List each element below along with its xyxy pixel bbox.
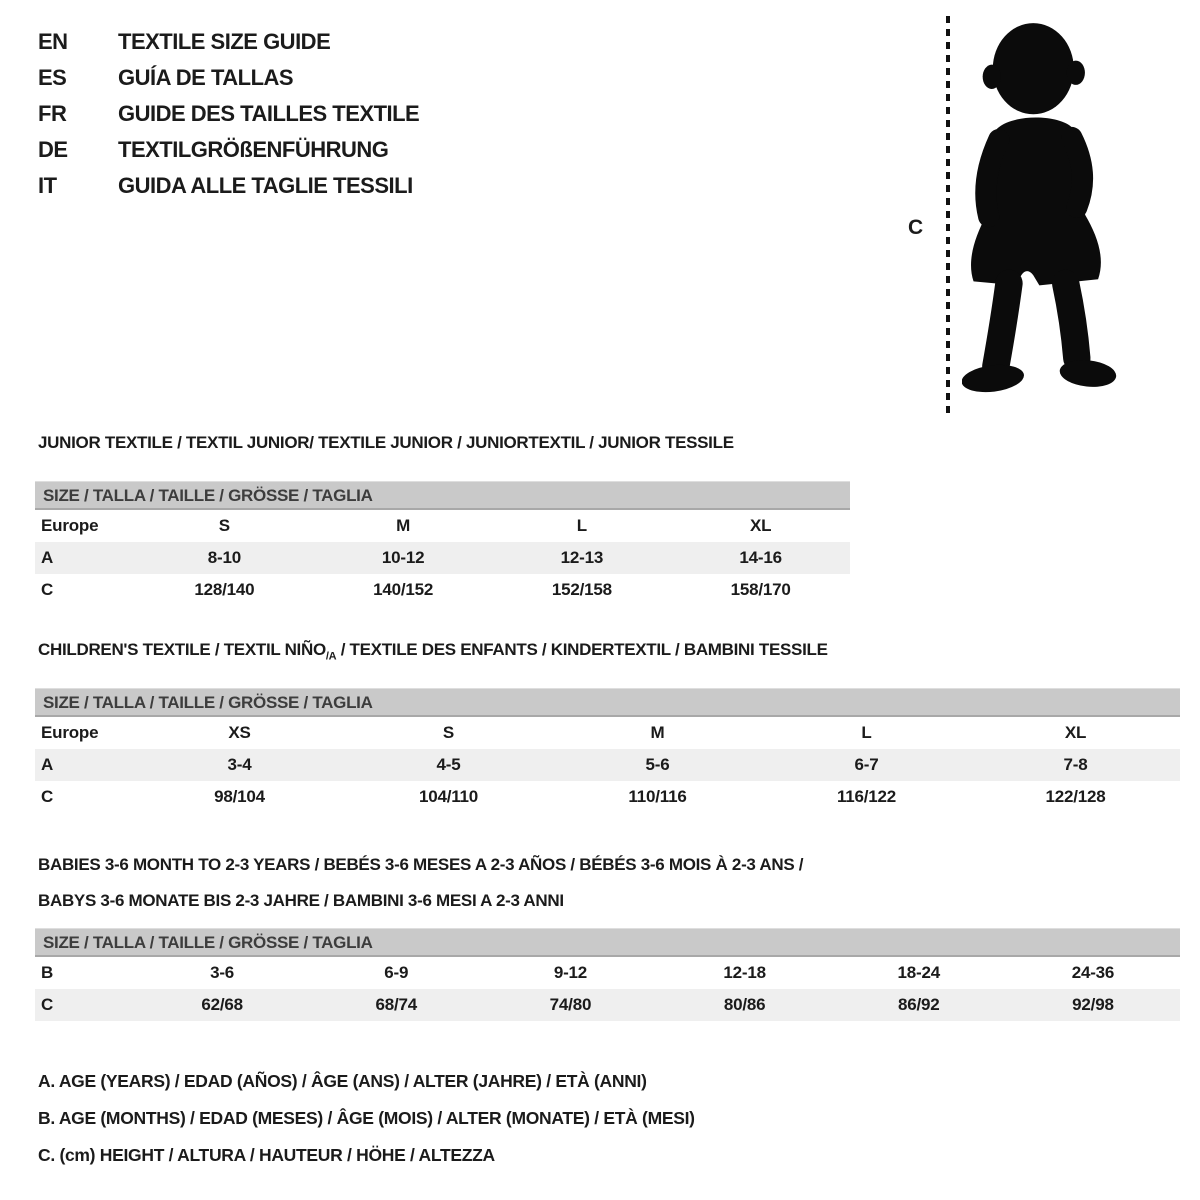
- row-label: A: [41, 755, 54, 774]
- legend-line-a: A. AGE (YEARS) / EDAD (AÑOS) / ÂGE (ANS) / ALTER (JAHRE) / ETÀ (ANNI): [38, 1071, 647, 1091]
- children-size-header-bar: SIZE / TALLA / TAILLE / GRÖSSE / TAGLIA: [35, 688, 1180, 717]
- height-measure-label: C: [908, 216, 924, 239]
- table-cell: 128/140: [194, 580, 255, 599]
- table-cell: 7-8: [1063, 755, 1088, 774]
- heading-text: CHILDREN'S TEXTILE / TEXTIL NIÑO: [38, 640, 326, 659]
- heading-subscript: /A: [325, 650, 337, 663]
- heading-text: BABIES 3-6 MONTH TO 2-3 YEARS / BEBÉS 3-6 MESES A 2-3 AÑOS / BÉBÉS 3-6 MOIS À 2-3 ANS /: [38, 855, 804, 874]
- table-cell: 3-4: [227, 755, 252, 774]
- column-header: Europe: [41, 516, 99, 535]
- column-header: S: [442, 723, 455, 742]
- table-cell: 12-18: [723, 963, 766, 982]
- table-cell: 24-36: [1071, 963, 1115, 982]
- table-cell: 5-6: [645, 755, 670, 774]
- table-cell: 80/86: [723, 995, 766, 1014]
- lang-title: TEXTILGRÖßENFÜHRUNG: [118, 137, 389, 162]
- table-cell: 9-12: [553, 963, 588, 982]
- babies-textile-section: [35, 847, 1180, 1021]
- table-cell: 152/158: [551, 580, 612, 599]
- lang-row-fr: [38, 96, 419, 132]
- table-cell: 68/74: [375, 995, 418, 1014]
- table-cell: 62/68: [201, 995, 243, 1014]
- row-label: B: [41, 963, 54, 982]
- lang-code: FR: [38, 101, 67, 126]
- legend-line-c: C. (cm) HEIGHT / ALTURA / HAUTEUR / HÖHE / ALTEZZA: [38, 1145, 495, 1165]
- babies-section-heading: [35, 847, 1180, 919]
- lang-title: TEXTILE SIZE GUIDE: [118, 29, 331, 54]
- table-cell: 104/110: [418, 787, 479, 806]
- column-header: Europe: [41, 723, 99, 742]
- column-header: XL: [749, 516, 772, 535]
- table-row: [35, 510, 850, 542]
- table-cell: 110/116: [628, 787, 687, 806]
- column-header: L: [861, 723, 872, 742]
- table-cell: 158/170: [730, 580, 791, 599]
- table-cell: 92/98: [1072, 995, 1114, 1014]
- table-cell: 122/128: [1045, 787, 1106, 806]
- row-label: C: [41, 787, 54, 806]
- lang-code: ES: [38, 65, 67, 90]
- lang-row-en: [38, 24, 419, 60]
- column-header: L: [576, 516, 587, 535]
- lang-title: GUIDA ALLE TAGLIE TESSILI: [118, 173, 413, 198]
- junior-size-header-bar: SIZE / TALLA / TAILLE / GRÖSSE / TAGLIA: [35, 481, 850, 510]
- table-cell: 3-6: [210, 963, 235, 982]
- table-cell: 4-5: [436, 755, 461, 774]
- height-measure-dashed-line: [946, 16, 950, 416]
- table-row: [35, 781, 1180, 813]
- children-section-heading: [35, 639, 1180, 661]
- row-label: A: [41, 548, 54, 567]
- toddler-silhouette-icon: [962, 12, 1140, 417]
- column-header: XS: [228, 723, 251, 742]
- legend: [38, 1063, 695, 1174]
- table-cell: 6-9: [384, 963, 409, 982]
- junior-textile-section: [35, 432, 850, 606]
- lang-code: IT: [38, 173, 57, 198]
- column-header: XL: [1064, 723, 1087, 742]
- table-cell: 8-10: [207, 548, 241, 567]
- table-cell: 6-7: [854, 755, 879, 774]
- lang-row-de: [38, 132, 419, 168]
- language-title-list: [38, 24, 419, 204]
- table-cell: 98/104: [214, 787, 265, 806]
- row-label: C: [41, 580, 54, 599]
- table-cell: 14-16: [739, 548, 782, 567]
- table-cell: 74/80: [549, 995, 592, 1014]
- table-row: [35, 542, 850, 574]
- table-row: [35, 574, 850, 606]
- lang-row-es: [38, 60, 419, 96]
- row-label: C: [41, 995, 54, 1014]
- table-row: [35, 989, 1180, 1021]
- table-row: [35, 717, 1180, 749]
- babies-size-header-bar: SIZE / TALLA / TAILLE / GRÖSSE / TAGLIA: [35, 928, 1180, 957]
- lang-row-it: [38, 168, 419, 204]
- lang-title: GUIDE DES TAILLES TEXTILE: [118, 101, 420, 126]
- table-cell: 140/152: [373, 580, 434, 599]
- heading-text: BABYS 3-6 MONATE BIS 2-3 JAHRE / BAMBINI 3-6 MESI A 2-3 ANNI: [38, 891, 564, 910]
- column-header: S: [218, 516, 230, 535]
- heading-text: / TEXTILE DES ENFANTS / KINDERTEXTIL / BAMBINI TESSILE: [336, 640, 828, 659]
- legend-line-b: B. AGE (MONTHS) / EDAD (MESES) / ÂGE (MOIS) / ALTER (MONATE) / ETÀ (MESI): [38, 1108, 695, 1128]
- table-cell: 116/122: [836, 787, 897, 806]
- table-cell: 86/92: [898, 995, 940, 1014]
- junior-section-heading: JUNIOR TEXTILE / TEXTIL JUNIOR/ TEXTILE JUNIOR / JUNIORTEXTIL / JUNIOR TESSILE: [38, 433, 734, 452]
- column-header: M: [396, 516, 411, 535]
- table-cell: 18-24: [897, 963, 941, 982]
- children-textile-section: [35, 639, 1180, 813]
- table-row: [35, 957, 1180, 989]
- lang-code: EN: [38, 29, 68, 54]
- lang-code: DE: [38, 137, 68, 162]
- table-cell: 12-13: [560, 548, 604, 567]
- table-row: [35, 749, 1180, 781]
- table-cell: 10-12: [381, 548, 425, 567]
- column-header: M: [650, 723, 665, 742]
- lang-title: GUÍA DE TALLAS: [118, 65, 294, 90]
